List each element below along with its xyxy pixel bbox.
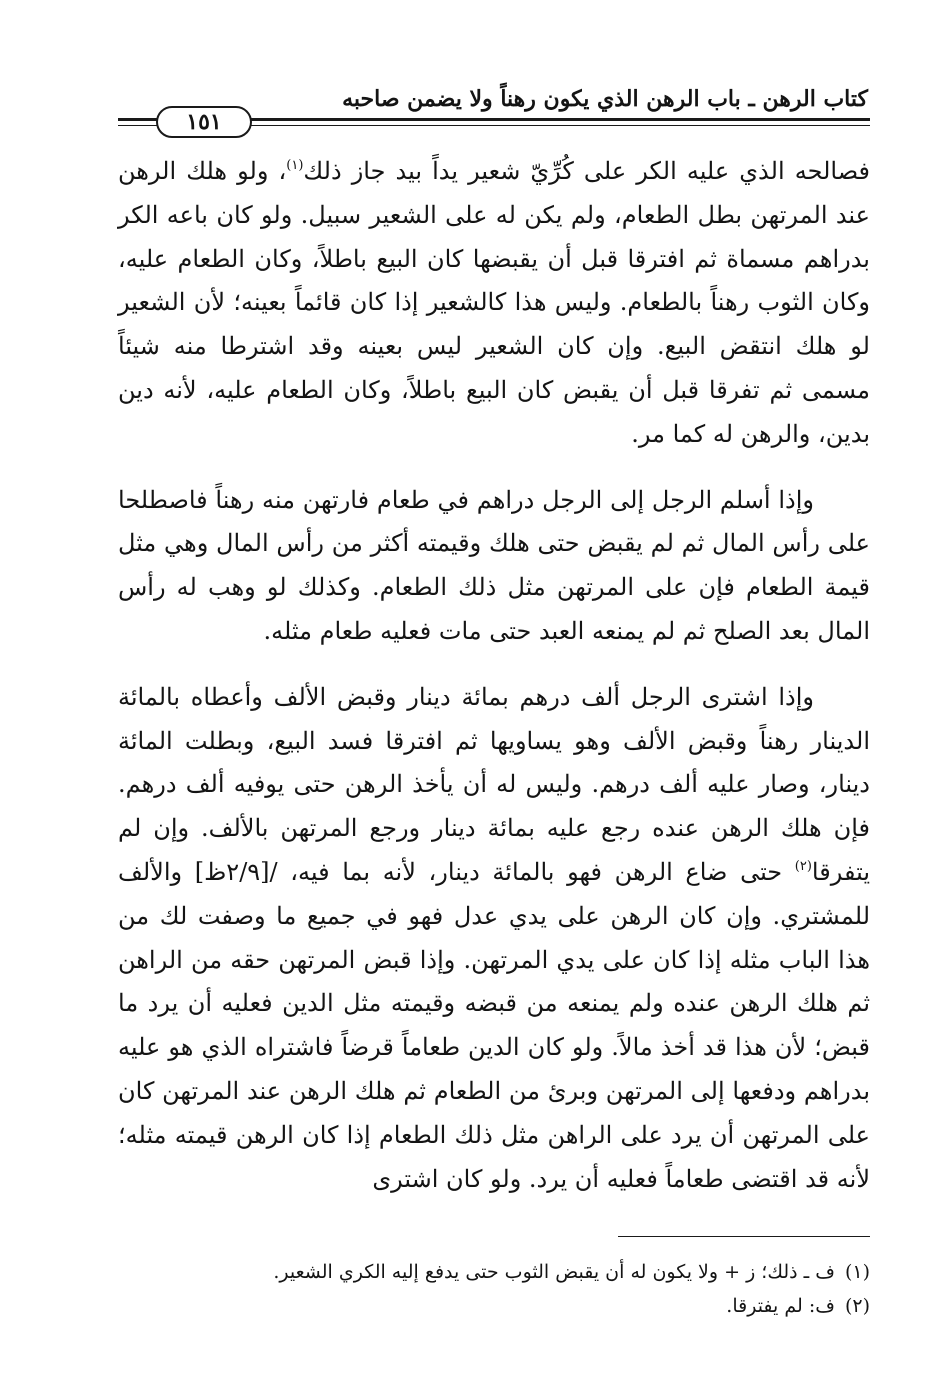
footnote-2-text: ف: لم يفترقا. <box>726 1295 835 1317</box>
paragraph-1-text: فصالحه الذي عليه الكر على كُرِّيّ شعير يداً بيد جاز ذلك <box>303 157 870 185</box>
paragraph-3-text: وإذا اشترى الرجل ألف درهم بمائة دينار وقبض الألف وأعطاه بالمائة الدينار رهناً وقبض الألف وهو يساويها ثم افترقا فسد البيع، وبطلت المائة دينار، وصار عليه ألف درهم. وليس له أن يأخذ الرهن حتى يوفيه ألف درهم. فإن هلك الرهن عنده رجع عليه بمائة دينار ورجع المرتهن بالألف. وإن لم يتفرقا <box>118 682 871 886</box>
footnote-1-number: (١) <box>844 1261 870 1283</box>
footnote-1 <box>118 1255 870 1289</box>
footnote-ref-2: (٢) <box>794 858 812 874</box>
paragraph-2: وإذا أسلم الرجل إلى الرجل دراهم في طعام فارتهن منه رهناً فاصطلحا على رأس المال ثم لم يقبض حتى هلك وقيمته أكثر من رأس المال وهي مثل قيمة الطعام فإن على المرتهن مثل ذلك الطعام. وكذلك لو وهب له رأس المال بعد الصلح ثم لم يمنعه العبد حتى مات فعليه طعام مثله. <box>118 485 870 645</box>
paragraph-3 <box>118 676 870 1202</box>
paragraph-1-text-cont: ، ولو هلك الرهن عند المرتهن بطل الطعام، ولم يكن له على الشعير سبيل. ولو كان باعه الكر بدراهم مسماة ثم افترقا قبل أن يقبضها كان البيع باطلاً، وكان الطعام عليه، وكان الثوب رهناً بالطعام. وليس هذا كالشعير إذا كان قائماً بعينه؛ لأن الشعير لو هلك انتقض البيع. وإن كان الشعير ليس بعينه وقد اشترطا منه شيئاً مسمى ثم تفرقا قبل أن يقبض كان البيع باطلاً، وكان الطعام عليه، لأنه دين بدين، والرهن له كما مر. <box>118 157 870 448</box>
footnote-2-number: (٢) <box>844 1295 870 1317</box>
body-text <box>118 150 870 1201</box>
footnote-separator <box>618 1236 870 1237</box>
page-header <box>118 80 870 150</box>
paragraph-3-text-cont: حتى ضاع الرهن فهو بالمائة دينار، لأنه بما فيه، /[٢/٩ظ] والألف للمشتري. وإن كان الرهن على يدي عدل فهو في جميع ما وصفت لك من هذا الباب مثله إذا كان على يدي المرتهن. وإذا قبض المرتهن حقه من الراهن ثم هلك الرهن عنده ولم يمنعه من قبضه وقيمته مثل الدين فعليه أن يرد ما قبض؛ لأن هذا قد أخذ مالاً. ولو كان الدين طعاماً قرضاً فاشتراه الذي هو عليه بدراهم ودفعها إلى المرتهن وبرئ من الطعام ثم هلك الرهن عند المرتهن كان على المرتهن أن يرد على الراهن مثل ذلك الطعام إذا كان الرهن قيمته مثله؛ لأنه قد اقتضى طعاماً فعليه أن يرد. ولو كان اشترى <box>118 857 871 1193</box>
footnotes <box>118 1255 870 1323</box>
page-number: ١٥١ <box>156 106 252 138</box>
footnote-1-text: ف ـ ذلك؛ ز + ولا يكون له أن يقبض الثوب حتى يدفع إليه الكري الشعير. <box>273 1261 835 1283</box>
footnote-2 <box>118 1289 870 1323</box>
running-title: كتاب الرهن ـ باب الرهن الذي يكون رهناً ولا يضمن صاحبه <box>342 86 868 112</box>
paragraph-1 <box>118 150 870 457</box>
footnote-ref-1: (١) <box>286 158 304 173</box>
